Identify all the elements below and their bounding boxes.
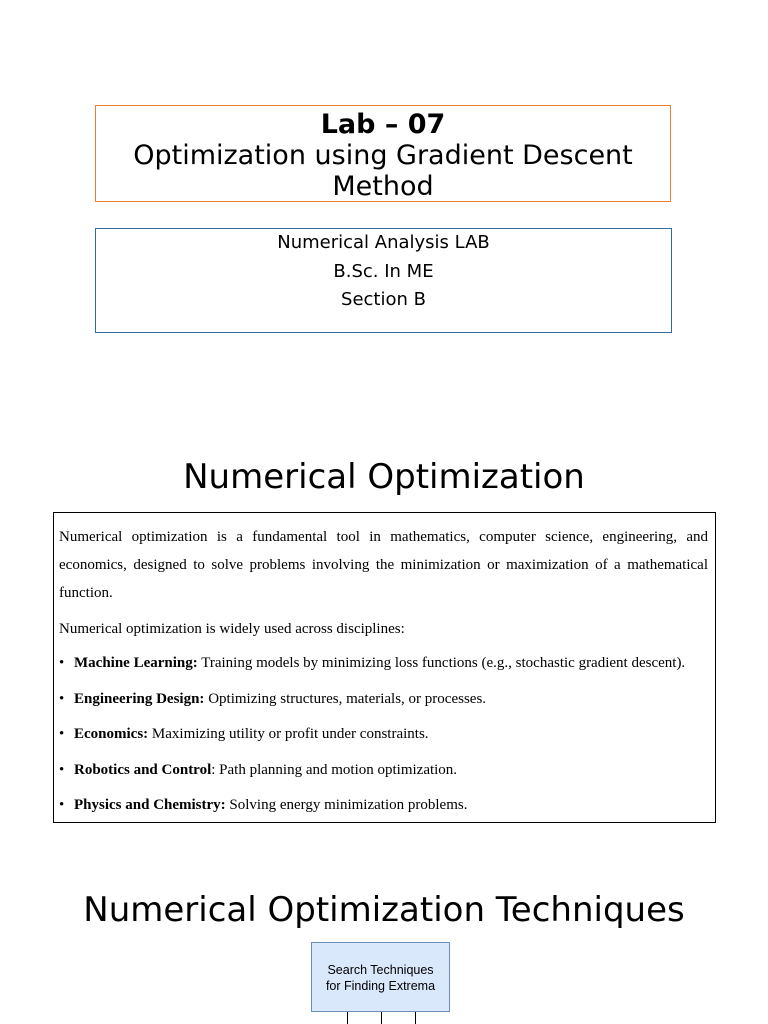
list-item-desc: Training models by minimizing loss functions (e.g., stochastic gradient descent).	[197, 655, 686, 671]
usage-paragraph: Numerical optimization is widely used across disciplines:	[59, 621, 405, 637]
list-item-desc: Maximizing utility or profit under constraints.	[148, 726, 429, 742]
optimization-description-box	[53, 512, 716, 823]
diagram-root-label-line1: Search Techniques	[327, 963, 434, 977]
bullet-icon: •	[59, 761, 65, 778]
list-item	[59, 649, 708, 685]
list-item-desc: Solving energy minimization problems.	[225, 797, 468, 813]
application-list	[59, 649, 708, 827]
diagram-connector-line	[415, 1012, 416, 1024]
diagram-root-node	[311, 942, 450, 1012]
list-item	[59, 685, 708, 721]
bullet-icon: •	[59, 655, 65, 671]
section-heading-optimization-techniques: Numerical Optimization Techniques	[83, 890, 685, 930]
diagram-root-label-line2: for Finding Extrema	[325, 979, 436, 993]
intro-paragraph: Numerical optimization is a fundamental tool in mathematics, computer science, engineering, and economics, designed to solve problems involving the minimization or maximization of a mathematical function.	[59, 529, 708, 601]
course-name: Numerical Analysis LAB	[277, 232, 490, 253]
list-item-desc: : Path planning and motion optimization.	[211, 761, 458, 778]
list-item-term: Engineering Design:	[74, 690, 205, 707]
lab-title-box	[95, 105, 671, 202]
lab-title-line1: Optimization using Gradient Descent	[133, 140, 633, 171]
list-item	[59, 720, 708, 756]
course-info-box	[95, 228, 672, 333]
diagram-connector-line	[381, 1012, 382, 1024]
lab-title-line2: Method	[332, 171, 434, 202]
list-item	[59, 791, 708, 827]
section-name: Section B	[341, 289, 426, 310]
list-item-term: Machine Learning:	[74, 655, 198, 671]
bullet-icon: •	[59, 726, 65, 742]
diagram-connector-line	[347, 1012, 348, 1024]
program-name: B.Sc. In ME	[333, 260, 434, 282]
list-item-term: Economics:	[74, 726, 149, 742]
list-item-desc: Optimizing structures, materials, or processes.	[204, 690, 487, 707]
bullet-icon: •	[59, 690, 65, 707]
section-heading-numerical-optimization: Numerical Optimization	[183, 457, 585, 497]
list-item-term: Robotics and Control	[74, 761, 212, 778]
list-item-term: Physics and Chemistry:	[74, 797, 226, 813]
list-item	[59, 756, 708, 792]
bullet-icon: •	[59, 797, 65, 813]
lab-number: Lab – 07	[320, 109, 446, 140]
